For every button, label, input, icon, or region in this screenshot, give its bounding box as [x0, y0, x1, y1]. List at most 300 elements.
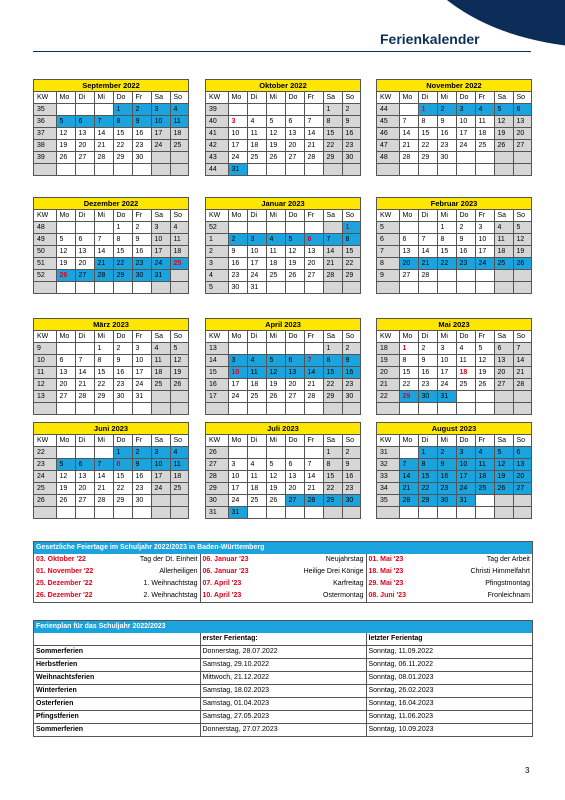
week-number: 27 [206, 459, 228, 471]
day-cell: 21 [513, 367, 531, 379]
day-cell [132, 282, 151, 294]
day-cell-ferien: 17 [456, 471, 475, 483]
day-cell [342, 282, 360, 294]
day-cell: 12 [266, 471, 285, 483]
month-title: Juni 2023 [34, 423, 188, 435]
day-cell: 21 [323, 258, 342, 270]
day-cell-ferien: 5 [56, 116, 75, 128]
day-cell: 12 [475, 355, 494, 367]
day-cell: 22 [399, 379, 418, 391]
day-cell-ferien: 31 [228, 164, 247, 176]
weekday-header: Sa [494, 92, 513, 104]
week-row [206, 483, 360, 495]
day-cell: 27 [285, 391, 304, 403]
holiday-name: Christi Himmelfahrt [470, 568, 530, 575]
week-number: 31 [377, 447, 399, 459]
week-row [34, 152, 188, 164]
day-cell [494, 282, 513, 294]
weekday-header: Fr [132, 210, 151, 222]
day-cell [228, 403, 247, 415]
week-row [34, 270, 188, 282]
day-cell: 25 [247, 495, 266, 507]
weekday-header: Do [113, 435, 132, 447]
day-cell: 13 [494, 355, 513, 367]
day-cell-ferien: 3 [456, 447, 475, 459]
day-cell: 19 [56, 483, 75, 495]
week-number: 42 [206, 140, 228, 152]
week-row [206, 258, 360, 270]
day-cell [513, 282, 531, 294]
day-cell: 9 [418, 355, 437, 367]
day-cell: 23 [132, 140, 151, 152]
day-cell: 11 [247, 471, 266, 483]
weekday-header: Mi [94, 435, 113, 447]
day-cell [56, 343, 75, 355]
month-grid [377, 331, 531, 414]
day-cell: 30 [342, 152, 360, 164]
day-cell: 6 [56, 355, 75, 367]
day-cell [94, 164, 113, 176]
holiday-date: 26. Dezember '22 [36, 592, 93, 599]
weekday-header: So [342, 92, 360, 104]
week-row [206, 234, 360, 246]
week-number: 13 [206, 343, 228, 355]
day-cell [266, 507, 285, 519]
week-row [206, 128, 360, 140]
week-row [377, 495, 531, 507]
month-calendar [376, 79, 532, 176]
week-number: 34 [377, 483, 399, 495]
weekday-header: KW [34, 210, 56, 222]
day-cell-ferien: 28 [304, 495, 323, 507]
weekday-header: Sa [151, 92, 170, 104]
weekday-header: Sa [323, 92, 342, 104]
day-cell: 18 [170, 246, 188, 258]
weekday-header: KW [34, 331, 56, 343]
weekday-header: Sa [151, 331, 170, 343]
week-number: 24 [34, 471, 56, 483]
day-cell [399, 104, 418, 116]
day-cell: 26 [170, 379, 188, 391]
day-cell: 8 [323, 116, 342, 128]
ferien-name: Herbstferien [34, 659, 200, 672]
month-grid [34, 435, 188, 518]
day-cell: 29 [342, 270, 360, 282]
day-cell: 15 [437, 246, 456, 258]
day-cell: 19 [494, 128, 513, 140]
day-cell [113, 282, 132, 294]
week-row [34, 116, 188, 128]
day-cell [94, 403, 113, 415]
week-number: 44 [377, 104, 399, 116]
day-cell: 19 [170, 367, 188, 379]
weekday-header: KW [377, 435, 399, 447]
week-number: 9 [377, 270, 399, 282]
day-cell [132, 507, 151, 519]
ferien-end: Sonntag, 11.06.2023 [366, 711, 532, 724]
day-cell: 22 [323, 483, 342, 495]
weekday-header: Mo [399, 331, 418, 343]
day-cell: 27 [75, 152, 94, 164]
weekday-header: So [170, 435, 188, 447]
week-number: 14 [206, 355, 228, 367]
week-number: 19 [377, 355, 399, 367]
day-cell: 4 [247, 459, 266, 471]
ferienplan-box [33, 620, 533, 737]
weekday-header: Di [418, 331, 437, 343]
day-cell: 17 [151, 471, 170, 483]
day-cell: 3 [437, 343, 456, 355]
day-cell: 28 [94, 495, 113, 507]
day-cell [170, 164, 188, 176]
day-cell: 27 [285, 152, 304, 164]
day-cell: 20 [75, 483, 94, 495]
day-cell: 23 [418, 379, 437, 391]
day-cell [513, 152, 531, 164]
day-cell [323, 164, 342, 176]
day-cell: 3 [132, 343, 151, 355]
day-cell-ferien: 1 [418, 104, 437, 116]
week-row [34, 258, 188, 270]
weekday-header: Mo [56, 210, 75, 222]
day-cell: 9 [113, 355, 132, 367]
week-row [34, 483, 188, 495]
day-cell [323, 282, 342, 294]
day-cell [456, 164, 475, 176]
week-number [377, 164, 399, 176]
holiday-date: 06. Januar '23 [202, 556, 249, 563]
day-cell-ferien: 14 [304, 367, 323, 379]
holiday-date: 25. Dezember '22 [36, 580, 93, 587]
week-row [34, 355, 188, 367]
day-cell-ferien: 4 [475, 104, 494, 116]
weekday-header: KW [206, 210, 228, 222]
day-cell: 2 [342, 447, 360, 459]
holiday-date: 01. November '22 [36, 568, 94, 575]
day-cell: 16 [132, 471, 151, 483]
title-divider [33, 51, 531, 52]
day-cell [475, 495, 494, 507]
day-cell: 22 [113, 483, 132, 495]
day-cell [475, 164, 494, 176]
day-cell: 16 [132, 128, 151, 140]
day-cell-ferien: 9 [132, 459, 151, 471]
day-cell: 14 [513, 355, 531, 367]
day-cell: 14 [94, 471, 113, 483]
day-cell-ferien: 14 [399, 471, 418, 483]
day-cell: 8 [437, 234, 456, 246]
weekday-header: KW [206, 435, 228, 447]
day-cell: 25 [456, 379, 475, 391]
weekday-header: KW [377, 92, 399, 104]
day-cell: 14 [94, 246, 113, 258]
day-cell: 25 [170, 140, 188, 152]
day-cell-ferien: 8 [342, 234, 360, 246]
weekday-header: KW [377, 331, 399, 343]
weekday-header: Di [247, 435, 266, 447]
day-cell: 10 [228, 128, 247, 140]
day-cell: 1 [323, 343, 342, 355]
week-number: 49 [34, 234, 56, 246]
day-cell: 1 [437, 222, 456, 234]
week-number: 40 [206, 116, 228, 128]
month-title: Dezember 2022 [34, 198, 188, 210]
ferienplan-row [34, 659, 532, 672]
day-cell-ferien: 4 [170, 104, 188, 116]
day-cell [399, 164, 418, 176]
day-cell-ferien: 12 [266, 367, 285, 379]
day-cell [399, 282, 418, 294]
day-cell: 26 [56, 152, 75, 164]
day-cell [170, 403, 188, 415]
ferienplan-header-last: letzter Ferientag [366, 633, 532, 646]
weekday-header-row [206, 331, 360, 343]
day-cell [437, 403, 456, 415]
day-cell: 19 [513, 246, 531, 258]
day-cell: 19 [266, 379, 285, 391]
day-cell: 21 [94, 483, 113, 495]
day-cell-ferien: 25 [475, 483, 494, 495]
weekday-header: Di [418, 92, 437, 104]
day-cell-ferien: 9 [342, 355, 360, 367]
week-number: 41 [206, 128, 228, 140]
day-cell: 17 [437, 367, 456, 379]
week-number [377, 403, 399, 415]
day-cell-ferien: 6 [75, 459, 94, 471]
day-cell: 18 [247, 140, 266, 152]
weekday-header-row [34, 210, 188, 222]
day-cell: 28 [418, 270, 437, 282]
ferienplan-header-row [34, 633, 532, 646]
day-cell [132, 164, 151, 176]
day-cell: 6 [75, 234, 94, 246]
week-number: 9 [34, 343, 56, 355]
day-cell [228, 104, 247, 116]
day-cell: 5 [475, 343, 494, 355]
day-cell: 5 [170, 343, 188, 355]
day-cell-ferien: 8 [323, 355, 342, 367]
day-cell-ferien: 9 [437, 459, 456, 471]
day-cell-ferien: 7 [399, 459, 418, 471]
day-cell: 3 [151, 222, 170, 234]
day-cell [75, 282, 94, 294]
day-cell: 20 [56, 379, 75, 391]
week-row [206, 164, 360, 176]
day-cell: 21 [304, 483, 323, 495]
week-row [377, 104, 531, 116]
day-cell [132, 403, 151, 415]
day-cell: 13 [285, 471, 304, 483]
day-cell: 24 [151, 140, 170, 152]
day-cell: 14 [304, 471, 323, 483]
holiday-row [34, 566, 532, 578]
weekday-header-row [34, 92, 188, 104]
ferien-name: Osterferien [34, 698, 200, 711]
weekday-header: Mi [266, 92, 285, 104]
month-grid [206, 331, 360, 414]
month-title: Februar 2023 [377, 198, 531, 210]
week-number: 44 [206, 164, 228, 176]
day-cell-ferien: 15 [418, 471, 437, 483]
day-cell: 13 [56, 367, 75, 379]
day-cell-ferien: 2 [132, 104, 151, 116]
day-cell: 28 [304, 152, 323, 164]
day-cell: 29 [323, 391, 342, 403]
day-cell: 12 [56, 128, 75, 140]
day-cell: 6 [399, 234, 418, 246]
day-cell: 20 [285, 140, 304, 152]
day-cell: 9 [132, 234, 151, 246]
weekday-header: Do [456, 92, 475, 104]
weekday-header: Sa [494, 435, 513, 447]
week-row [377, 391, 531, 403]
month-title: November 2022 [377, 80, 531, 92]
month-title: September 2022 [34, 80, 188, 92]
weekday-header: Do [113, 92, 132, 104]
week-number: 29 [206, 483, 228, 495]
day-cell [475, 270, 494, 282]
day-cell [399, 447, 418, 459]
weekday-header: Mo [228, 331, 247, 343]
day-cell [170, 391, 188, 403]
day-cell [456, 152, 475, 164]
day-cell: 12 [56, 471, 75, 483]
weekday-header: Mi [437, 210, 456, 222]
day-cell-holiday: 1 [399, 343, 418, 355]
weekday-header: Do [285, 210, 304, 222]
day-cell-ferien: 30 [342, 495, 360, 507]
ferienplan-row [34, 672, 532, 685]
day-cell-ferien: 23 [132, 258, 151, 270]
day-cell-ferien: 7 [323, 234, 342, 246]
day-cell: 7 [304, 116, 323, 128]
day-cell-ferien: 26 [494, 483, 513, 495]
weekday-header: So [513, 210, 531, 222]
month-calendar [205, 197, 361, 294]
day-cell: 29 [113, 495, 132, 507]
day-cell [399, 403, 418, 415]
day-cell: 8 [113, 234, 132, 246]
day-cell: 28 [399, 152, 418, 164]
weekday-header: Do [285, 435, 304, 447]
day-cell-ferien: 2 [132, 447, 151, 459]
day-cell-ferien: 21 [94, 258, 113, 270]
day-cell: 4 [151, 343, 170, 355]
day-cell [494, 164, 513, 176]
day-cell-ferien: 10 [151, 459, 170, 471]
day-cell [151, 391, 170, 403]
day-cell [56, 507, 75, 519]
day-cell: 17 [151, 128, 170, 140]
day-cell: 12 [494, 116, 513, 128]
week-row [206, 343, 360, 355]
day-cell [170, 282, 188, 294]
day-cell [75, 104, 94, 116]
ferien-start: Mittwoch, 21.12.2022 [200, 672, 366, 685]
day-cell [228, 222, 247, 234]
week-number: 12 [34, 379, 56, 391]
weekday-header: Sa [151, 435, 170, 447]
month-title: August 2023 [377, 423, 531, 435]
day-cell: 10 [151, 234, 170, 246]
day-cell: 2 [418, 343, 437, 355]
week-row [377, 270, 531, 282]
week-number: 46 [377, 128, 399, 140]
week-row [377, 246, 531, 258]
week-number [34, 403, 56, 415]
day-cell-ferien: 11 [170, 459, 188, 471]
ferien-start: Donnerstag, 27.07.2023 [200, 724, 366, 737]
week-row [206, 471, 360, 483]
week-row [206, 222, 360, 234]
month-calendar [33, 422, 189, 519]
week-number: 39 [34, 152, 56, 164]
day-cell [513, 507, 531, 519]
day-cell: 1 [94, 343, 113, 355]
day-cell: 1 [323, 447, 342, 459]
page-title: Ferienkalender [380, 31, 480, 47]
week-row [206, 140, 360, 152]
week-row [377, 367, 531, 379]
weekday-header: Do [456, 331, 475, 343]
day-cell-ferien: 29 [113, 270, 132, 282]
day-cell [437, 270, 456, 282]
week-row [34, 282, 188, 294]
week-row [206, 270, 360, 282]
day-cell-ferien: 5 [266, 355, 285, 367]
day-cell [475, 403, 494, 415]
day-cell [456, 391, 475, 403]
week-row [377, 343, 531, 355]
day-cell [75, 403, 94, 415]
day-cell-ferien: 22 [437, 258, 456, 270]
day-cell [247, 507, 266, 519]
ferien-end: Sonntag, 06.11.2022 [366, 659, 532, 672]
day-cell-ferien: 21 [399, 483, 418, 495]
weekday-header: Mi [437, 435, 456, 447]
day-cell-ferien: 31 [228, 507, 247, 519]
day-cell-ferien: 24 [151, 258, 170, 270]
day-cell-ferien: 8 [113, 116, 132, 128]
day-cell-ferien: 23 [456, 258, 475, 270]
day-cell: 26 [475, 379, 494, 391]
day-cell: 18 [247, 483, 266, 495]
day-cell: 17 [151, 246, 170, 258]
week-row [377, 152, 531, 164]
day-cell: 28 [75, 391, 94, 403]
holiday-date: 03. Oktober '22 [36, 556, 86, 563]
week-number [377, 507, 399, 519]
week-number: 21 [377, 379, 399, 391]
day-cell: 9 [228, 246, 247, 258]
day-cell: 9 [342, 459, 360, 471]
day-cell [399, 222, 418, 234]
day-cell: 10 [437, 355, 456, 367]
holiday-name: Allerheiligen [109, 566, 200, 578]
day-cell-ferien: 10 [151, 116, 170, 128]
month-calendar [33, 197, 189, 294]
ferien-name: Pfingstferien [34, 711, 200, 724]
day-cell: 15 [418, 128, 437, 140]
week-row [377, 507, 531, 519]
week-row [34, 459, 188, 471]
day-cell: 2 [132, 222, 151, 234]
weekday-header: Di [247, 210, 266, 222]
weekday-header: So [342, 210, 360, 222]
day-cell-ferien: 23 [437, 483, 456, 495]
day-cell-ferien: 6 [513, 447, 531, 459]
day-cell: 16 [437, 128, 456, 140]
